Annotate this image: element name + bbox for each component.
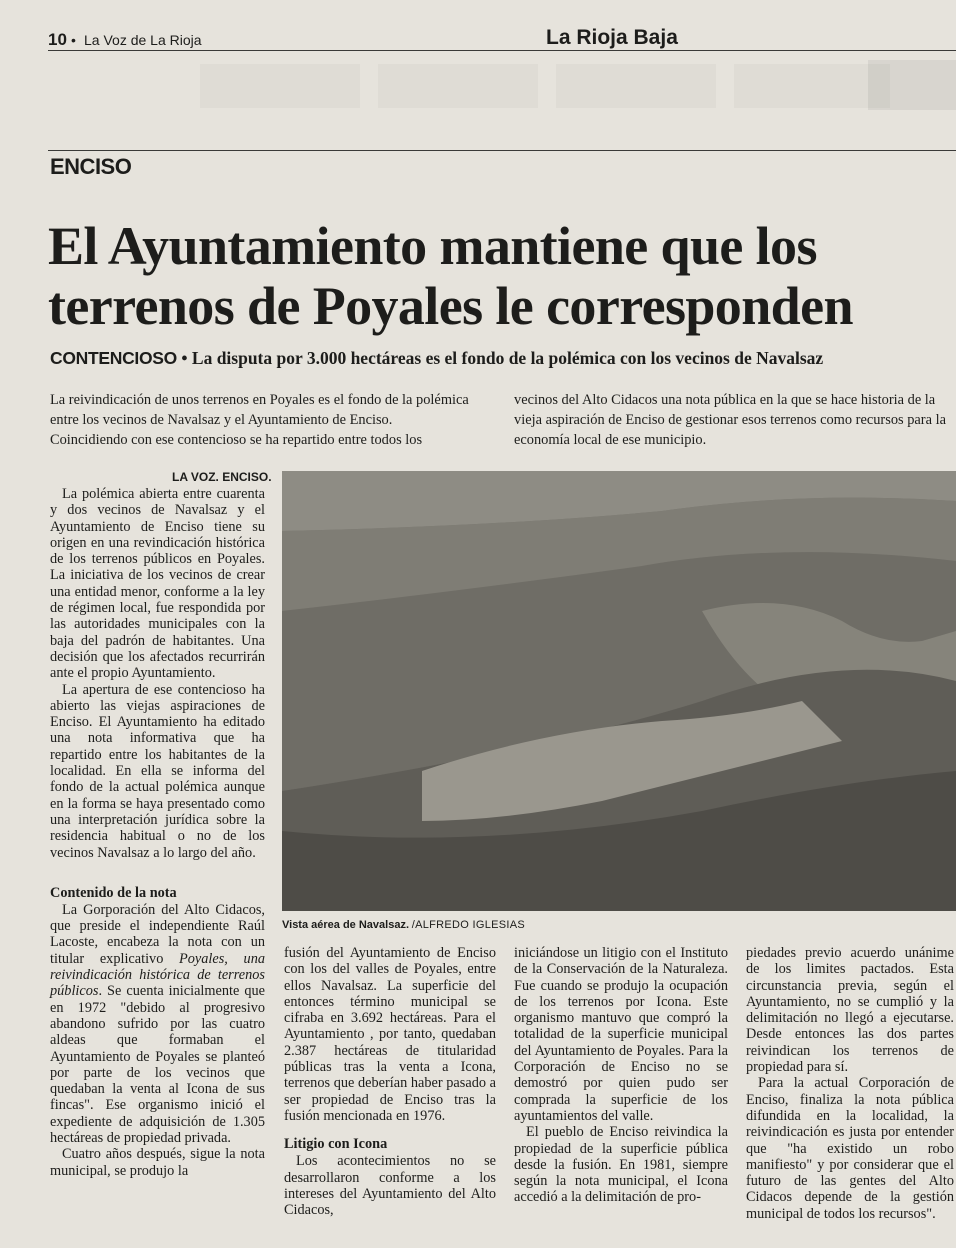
publication-name: La Voz de La Rioja: [84, 32, 202, 48]
bleed-through-ghost: [200, 64, 890, 108]
paragraph: Cuatro años después, sigue la nota municipal, se produjo la: [50, 1146, 265, 1179]
header-separator: •: [71, 32, 76, 48]
paragraph: iniciándose un litigio con el Instituto de la Conservación de la Naturaleza. Fue cuando se produjo la ocupación de los terrenos por Icona. Este organismo mantuvo que compró la totalidad de la superficie municipal del Ayuntamiento de Poyales. Para la Corporación de Enciso no se demostró por quien pudo ser comprada la superficie de los ayuntamientos del valle.: [514, 945, 728, 1124]
article-column-1: [50, 486, 265, 1179]
byline: LA VOZ. ENCISO.: [172, 470, 272, 484]
aerial-photo: [282, 471, 956, 911]
article-column-4: [746, 945, 954, 1222]
paragraph: El pueblo de Enciso reivindica la propiedad de la superficie pública desde la fusión. En 1981, siempre según la nota municipal, el Icona accedió a la delimitación de pro-: [514, 1124, 728, 1206]
paragraph: La polémica abierta entre cuarenta y dos vecinos de Navalsaz y el Ayuntamiento de Enciso tiene su origen en una revindicación histórica de los terrenos públicos en Poyales. La iniciativa de los vecinos de crear una entidad menor, conforme a la ley de régimen local, fue respondida por las autoridades municipales con la baja del padrón de habitantes. Una decisión que los afectados recurrirán ante el propio Ayuntamiento.: [50, 486, 265, 682]
page-number: 10: [48, 30, 67, 49]
section-title: La Rioja Baja: [546, 26, 678, 49]
subhead-text: La disputa por 3.000 hectáreas es el fondo de la polémica con los vecinos de Navalsaz: [191, 348, 824, 368]
section-label: ENCISO: [50, 154, 132, 179]
header-rule: [48, 50, 956, 51]
paragraph: fusión del Ayuntamiento de Enciso con los del valles de Poyales, entre ellos Navalsaz. La superficie del entonces término municipal se cifraba en 3.692 hectáreas. Para el Ayuntamiento , por tanto, quedaban 2.387 hectáreas de titularidad públicas tras la venta a Icona, terrenos que deberían haber pasado a ser propiedad de Enciso tras la fusión mencionada en 1976.: [284, 945, 496, 1124]
paragraph: La Gorporación del Alto Cidacos, que preside el independiente Raúl Lacoste, encabeza la nota con un titular explicativo Poyales, una reivindicación histórica de terrenos públicos. Se cuenta inicialmente que en 1972 "debido al progresivo abandono sufrido por las cuatro aldeas que formaban el Ayuntamiento de Poyales se planteó por parte de los vecinos que quedaban la venta al Icona de sus fincas". Ese organismo inició el expediente de adquisición de 1.305 hectáreas de propiedad privada.: [50, 901, 265, 1146]
section-rule: [48, 150, 956, 151]
subhead-separator: •: [181, 348, 188, 368]
paragraph: Para la actual Corporación de Enciso, finaliza la nota pública difundida en la localidad, la reivindicación es justa por entender que "ha existido un robo manifiesto" y por considerar que el futuro de las gentes del Alto Cidacos depende de la gestión municipal de todos los recursos".: [746, 1075, 954, 1222]
lead-text-right: vecinos del Alto Cidacos una nota pública en la que se hace historia de la vieja aspiración de Enciso de gestionar esos terrenos como recursos para la economía local de ese municipio.: [514, 392, 946, 448]
paragraph: piedades previo acuerdo unánime de los limites pactados. Esta circunstancia previa, según el Ayuntamiento, no se cumplió y la delimitación no llegó a ejecutarse. Desde entonces las dos partes reivindican los terrenos de propiedad para sí.: [746, 945, 954, 1076]
subheading-litigio: Litigio con Icona: [284, 1136, 388, 1153]
lead-text-left: La reivindicación de unos terrenos en Poyales es el fondo de la polémica entre los vecinos de Navalsaz y el Ayuntamiento de Enciso. Coincidiendo con ese contencioso se ha repartido entre todos los: [50, 392, 469, 448]
subheadline: [50, 348, 930, 369]
paragraph: Los acontecimientos no se desarrollaron conforme a los intereses del Ayuntamiento del Alto Cidacos,: [284, 1153, 496, 1219]
photo-caption: Vista aérea de Navalsaz. /ALFREDO IGLESIAS: [282, 919, 526, 931]
subheading-contenido: Contenido de la nota: [50, 884, 177, 901]
article-column-3: [514, 945, 728, 1206]
subhead-kicker: CONTENCIOSO: [50, 348, 177, 368]
headline: El Ayuntamiento mantiene que los terrenos de Poyales le corresponden: [48, 216, 853, 336]
aerial-landscape-image: [282, 471, 956, 911]
article-column-2: [284, 945, 496, 1218]
bleed-through-ghost-logo: [868, 60, 956, 110]
paragraph: La apertura de ese contencioso ha abierto las viejas aspiraciones de Enciso. El Ayuntamiento ha editado una nota informativa que ha repartido entre los habitantes de la localidad. En ella se informa del fondo de la actual polémica aunque en la forma se haya presentado como una interpretación jurídica sobre la residencia habitual o no de los vecinos Navalsaz a lo largo del año.: [50, 681, 265, 861]
